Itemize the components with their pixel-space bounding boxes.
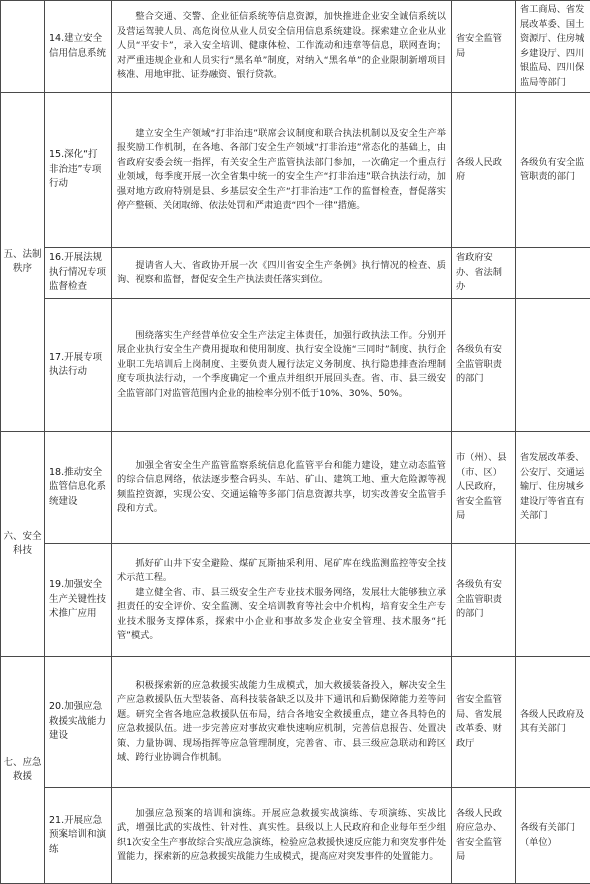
lead-department: 各级负有安全监管职责的部门 bbox=[452, 544, 516, 657]
task-content bbox=[112, 657, 452, 788]
table-row bbox=[1, 1, 590, 93]
task-content-paragraph: 建立健全省、市、县三级安全生产专业技术服务网络，发展壮大能够独立承担责任的安全评价、安全监测、安全培训教育等社会中介机构，培育安全生产专业技术服务支撑体系，探索中小企业和事故多发企业安全管理、技术服务“托管”模式。 bbox=[117, 586, 446, 644]
lead-department: 省安全监管局 bbox=[452, 1, 516, 93]
task-content bbox=[112, 248, 452, 299]
task-content-paragraph: 抓好矿山井下安全避险、煤矿瓦斯抽采利用、尾矿库在线监测监控等安全技术示范工程。 bbox=[117, 557, 446, 586]
task-content-paragraph: 加强应急预案的培训和演练。开展应急救援实战演练、专项演练、实战比武，增强比武的实战性、针对性、真实性。县级以上人民政府和企业每年至少组织1次安全生产事故综合实战应急演练，检验应急救援快速反应能力和突发事件处置能力，探索新的应急救援实战能力生成模式，提高应对突发事件的处置能力。 bbox=[117, 807, 446, 865]
category-cell: 六、安全科技 bbox=[1, 432, 45, 657]
task-title: 19.加强安全生产关键性技术推广应用 bbox=[45, 544, 112, 657]
lead-department: 省安全监管局、省发展改革委、财政厅 bbox=[452, 657, 516, 788]
task-content bbox=[112, 93, 452, 248]
lead-department: 省政府安办、省法制办 bbox=[452, 248, 516, 299]
table-row bbox=[1, 432, 590, 544]
category-cell bbox=[1, 1, 45, 93]
table-row bbox=[1, 788, 590, 884]
category-cell: 五、法制秩序 bbox=[1, 93, 45, 432]
table-row bbox=[1, 93, 590, 248]
task-title: 14.建立安全信用信息系统 bbox=[45, 1, 112, 93]
task-content bbox=[112, 299, 452, 432]
cooperating-departments: 各级人民政府及其有关部门 bbox=[516, 657, 590, 788]
lead-department: 市（州）、县（市、区）人民政府，省安全监管局 bbox=[452, 432, 516, 544]
cooperating-departments: 各级负有安全监管职责的部门 bbox=[516, 93, 590, 248]
task-title: 20.加强应急救援实战能力建设 bbox=[45, 657, 112, 788]
task-content bbox=[112, 788, 452, 884]
task-title: 15.深化“打非治违”专项行动 bbox=[45, 93, 112, 248]
lead-department: 各级人民政府应急办、省安全监管局 bbox=[452, 788, 516, 884]
task-content-paragraph: 加强全省安全生产监管监察系统信息化监管平台和能力建设，建立动态监管的综合信息网络，依法逐步整合码头、车站、矿山、建筑工地、重大危险源等视频监控资源，实现公安、交通运输等多部门信息资源共享，切实改善安全监管手段和方式。 bbox=[117, 459, 446, 517]
table-row bbox=[1, 657, 590, 788]
task-title: 16.开展法规执行情况专项监督检查 bbox=[45, 248, 112, 299]
cooperating-departments bbox=[516, 544, 590, 657]
task-content-paragraph: 围绕落实生产经营单位安全生产法定主体责任，加强行政执法工作。分别开展企业执行安全生产费用提取和使用制度、执行安全设施“三同时”制度、执行企业职工先培训后上岗制度、主要负责人履行法定义务制度、执行隐患排查治理制度专项执法行动，一个季度确定一个重点并组织开展回头查。省、市、县三级安全监管部门对监管范围内企业的抽检率分别不低于10%、30%、50%。 bbox=[117, 329, 446, 402]
task-content-paragraph: 提请省人大、省政协开展一次《四川省安全生产条例》执行情况的检查、质询、视察和监督，督促安全生产执法责任落实到位。 bbox=[117, 259, 446, 288]
lead-department: 各级人民政府 bbox=[452, 93, 516, 248]
task-title: 21.开展应急预案培训和演练 bbox=[45, 788, 112, 884]
task-content bbox=[112, 544, 452, 657]
lead-department: 各级负有安全监管职责的部门 bbox=[452, 299, 516, 432]
table-row bbox=[1, 248, 590, 299]
category-cell: 七、应急救援 bbox=[1, 657, 45, 884]
cooperating-departments bbox=[516, 299, 590, 432]
task-content-paragraph: 建立安全生产领域“打非治违”联席会议制度和联合执法机制以及安全生产举报奖励工作机制，在各地、各部门安全生产领域“打非治违”常态化的基础上，由省政府安委会统一指挥，有关安全生产监管执法部门参加，一次确定一个重点行业领域，每季度开展一次全省集中统一的安全生产“打非治违”联合执法行动，加强对地方政府特别是县、乡基层安全生产“打非治违”工作的监督检查，督促落实停产整顿、关闭取缔、依法处罚和严肃追责“四个一律”措施。 bbox=[117, 127, 446, 214]
task-content bbox=[112, 1, 452, 93]
cooperating-departments bbox=[516, 248, 590, 299]
task-content-paragraph: 整合交通、交警、企业征信系统等信息资源，加快推进企业安全诚信系统以及营运驾驶人员、高危岗位从业人员安全信用信息系统建设。探索建立企业从业人员“平安卡”，录入安全培训、健康体检、工作流动和违章等信息，联网查询；对严重违规企业和人员实行“黑名单”制度，对纳入“黑名单”的企业限制新增项目核准、用地审批、证券融资、银行贷款。 bbox=[117, 10, 446, 83]
cooperating-departments: 各级有关部门（单位） bbox=[516, 788, 590, 884]
cooperating-departments: 省发展改革委、公安厅、交通运输厅、住房城乡建设厅等省直有关部门 bbox=[516, 432, 590, 544]
task-content-paragraph: 积极探索新的应急救援实战能力生成模式，加大救援装备投入，解决安全生产应急救援队伍大型装备、高科技装备缺乏以及井下通讯和后勤保障能力差等问题。研究全省各地应急救援队伍布局，结合各地安全救援重点，建立各具特色的应急救援队伍。进一步完善应对事故灾难快速响应机制，完善信息报告、处置决策、力量协调、现场指挥等应急管理制度，完善省、市、县三级应急联动和跨区域、跨行业协调合作机制。 bbox=[117, 679, 446, 766]
cooperating-departments: 省工商局、省发展改革委、国土资源厅、住房城乡建设厅、四川银监局、四川保监局等部门 bbox=[516, 1, 590, 93]
task-title: 17.开展专项执法行动 bbox=[45, 299, 112, 432]
task-title: 18.推动安全监管信息化系统建设 bbox=[45, 432, 112, 544]
task-content bbox=[112, 432, 452, 544]
table-row bbox=[1, 299, 590, 432]
table-row bbox=[1, 544, 590, 657]
